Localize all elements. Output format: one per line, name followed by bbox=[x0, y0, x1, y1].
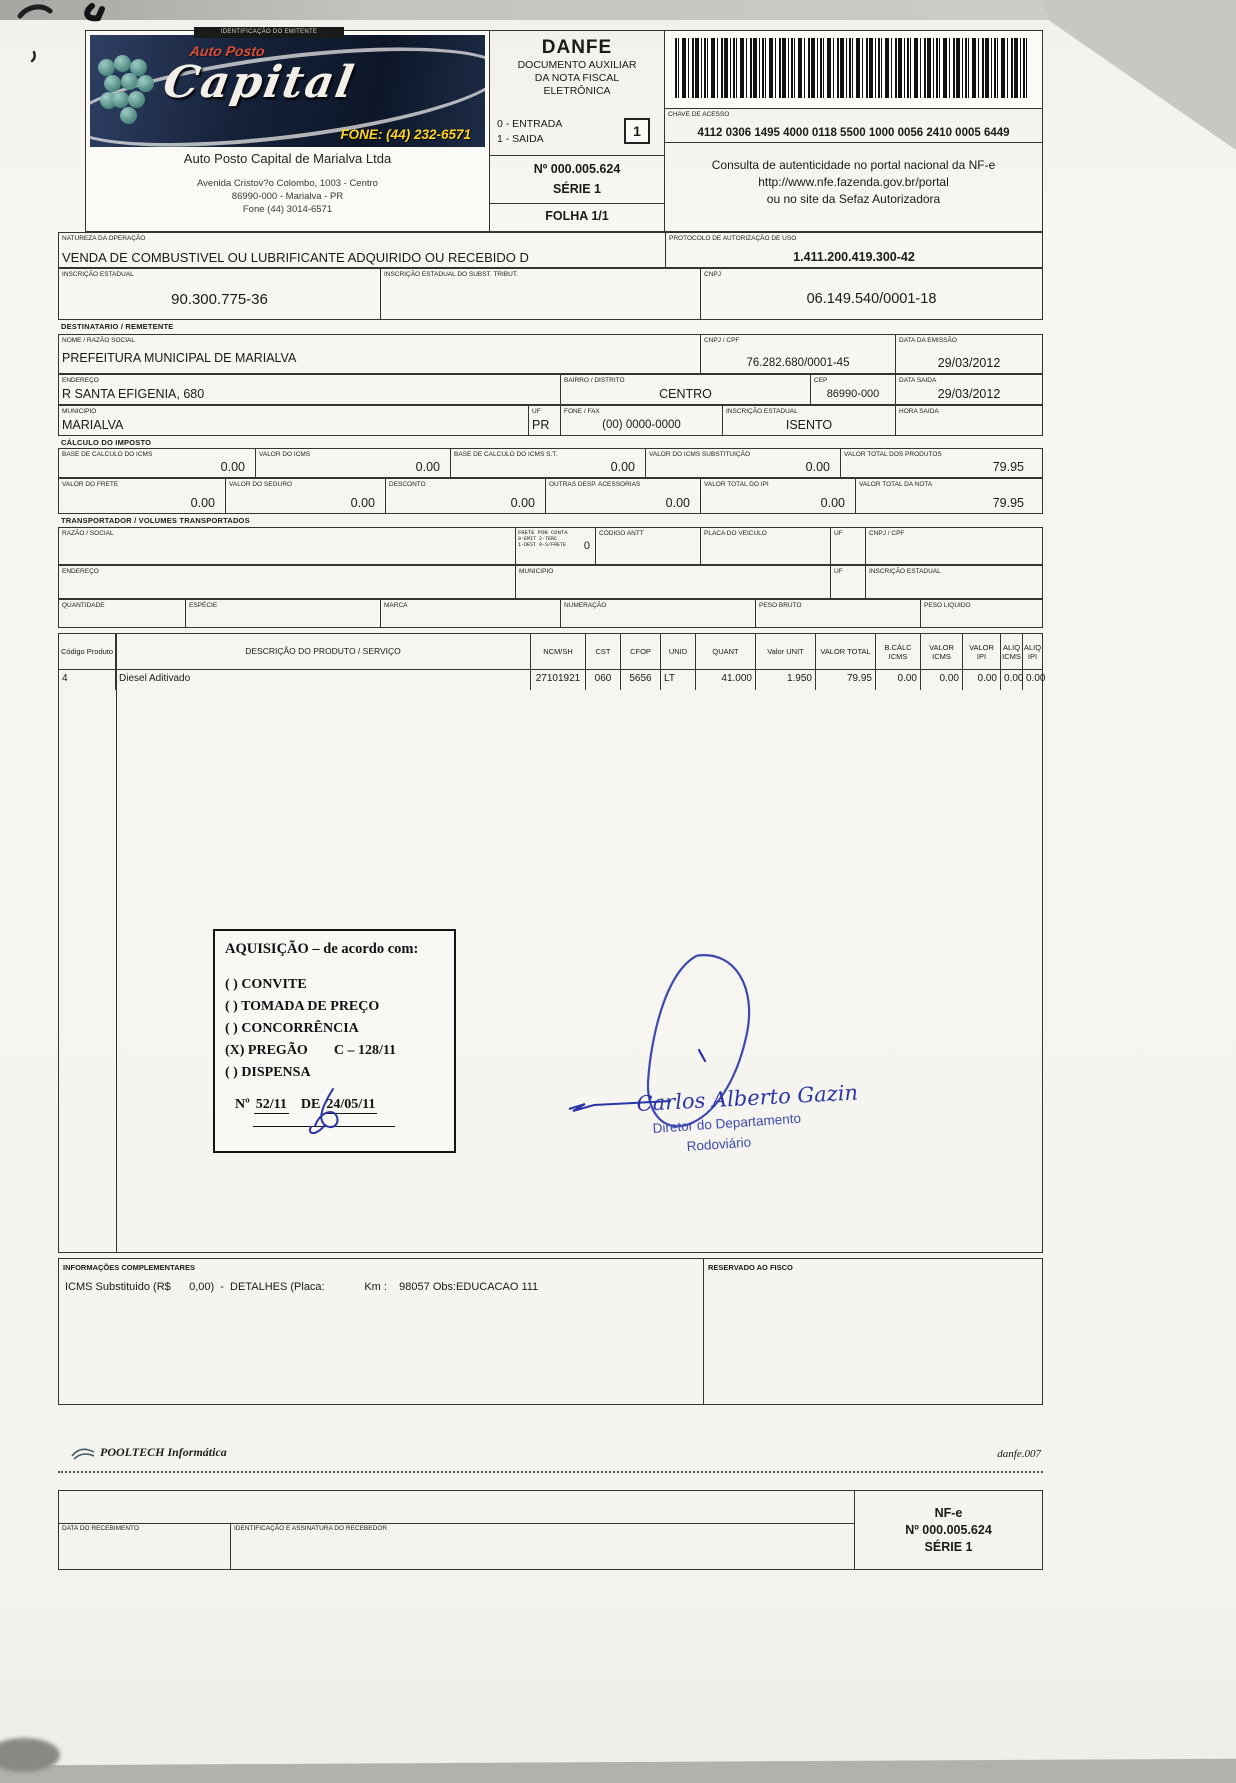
field-label: UF bbox=[834, 568, 843, 575]
field-transp-endereco bbox=[59, 566, 516, 598]
field-identificacao-recebedor bbox=[231, 1523, 854, 1569]
field-label: RESERVADO AO FISCO bbox=[708, 1263, 793, 1272]
entrada-label: 0 - ENTRADA bbox=[497, 118, 563, 130]
access-key-column bbox=[664, 30, 1043, 232]
signature-ink bbox=[559, 946, 859, 1176]
tear-line bbox=[58, 1470, 1043, 1473]
logo-phone-text: FONE: (44) 232-6571 bbox=[340, 127, 471, 142]
field-value: 0.00 bbox=[415, 460, 440, 474]
stub-nfe-series: SÉRIE 1 bbox=[924, 1540, 973, 1554]
nfe-series: SÉRIE 1 bbox=[553, 182, 601, 196]
field-transp-cnpj bbox=[866, 528, 1042, 564]
danfe-subtitle-line2: DA NOTA FISCAL bbox=[534, 72, 620, 84]
field-reservado-fisco bbox=[704, 1259, 1042, 1404]
entry-exit-row bbox=[497, 117, 658, 151]
logo-brand-text: Capital bbox=[159, 57, 360, 108]
access-key-label: CHAVE DE ACESSO bbox=[668, 111, 730, 118]
field-label: HORA SAIDA bbox=[899, 408, 939, 415]
field-value: 06.149.540/0001-18 bbox=[806, 291, 937, 307]
field-valor-total-ipi bbox=[701, 479, 856, 513]
num-value: 52/11 bbox=[255, 1097, 287, 1112]
field-value: 29/03/2012 bbox=[937, 387, 1001, 401]
field-value: 0.00 bbox=[220, 460, 245, 474]
field-base-icms bbox=[59, 449, 256, 477]
field-label: INSCRIÇÃO ESTADUAL bbox=[62, 271, 134, 278]
signature-name: Carlos Alberto Gazin bbox=[636, 1080, 859, 1116]
section-destinatario: DESTINATARIO / REMETENTE bbox=[61, 322, 174, 331]
field-label: CEP bbox=[814, 377, 828, 384]
field-inscricao-subst bbox=[381, 269, 701, 319]
signature-title-line1: Diretor do Departamento bbox=[652, 1110, 802, 1136]
field-data-recebimento bbox=[59, 1523, 231, 1569]
cell-valor-icms: 0.00 bbox=[921, 670, 963, 690]
field-numeracao bbox=[561, 600, 756, 627]
pregao-checked: (X) PREGÃO bbox=[225, 1043, 308, 1058]
destinatario-nome-row bbox=[58, 334, 1043, 374]
danfe-title: DANFE bbox=[541, 37, 613, 58]
field-protocolo-autorizacao bbox=[666, 233, 1042, 267]
stamp-option-tomada: ( ) TOMADA DE PREÇO bbox=[225, 999, 380, 1014]
authenticity-line3: ou no site da Sefaz Autorizadora bbox=[766, 192, 941, 206]
authenticity-line1: Consulta de autenticidade no portal nacional da NF-e bbox=[711, 158, 996, 172]
frete-options-line2: 1-DEST 9-S/FRETE bbox=[518, 542, 567, 548]
danfe-subtitle-line3: ELETRÔNICA bbox=[543, 85, 611, 97]
field-label: BASE DE CALCULO DO ICMS S.T. bbox=[454, 451, 558, 458]
field-natureza-operacao bbox=[59, 233, 666, 267]
emitter-box bbox=[85, 30, 490, 232]
field-label: MUNICIPIO bbox=[519, 568, 554, 575]
access-key-value: 4112 0306 1495 4000 0118 5500 1000 0056 2410 0005 6449 bbox=[697, 127, 1010, 139]
ink-scribble bbox=[300, 1087, 363, 1142]
danfe-template-ref: danfe.007 bbox=[997, 1448, 1041, 1460]
field-value: 0.00 bbox=[820, 496, 845, 510]
emitter-address-line2: 86990-000 - Marialva - PR bbox=[231, 191, 344, 202]
emitter-address-line1: Avenida Cristov?o Colombo, 1003 - Centro bbox=[197, 178, 378, 189]
imposto-row1 bbox=[58, 448, 1043, 478]
receipt-stub bbox=[58, 1490, 1043, 1570]
field-value: 29/03/2012 bbox=[937, 356, 1001, 370]
field-dest-inscricao bbox=[723, 406, 896, 435]
emitter-address-line3: Fone (44) 3014-6571 bbox=[242, 204, 333, 215]
field-label: QUANTIDADE bbox=[62, 602, 105, 609]
field-quantidade bbox=[59, 600, 186, 627]
field-value: ISENTO bbox=[785, 418, 833, 432]
field-transp-inscricao bbox=[866, 566, 1042, 598]
authenticity-url: http://www.nfe.fazenda.gov.br/portal bbox=[758, 175, 949, 189]
scanner-edge-bottom bbox=[0, 1756, 1236, 1783]
access-key-box bbox=[665, 109, 1042, 143]
cell-cst: 060 bbox=[586, 670, 621, 690]
field-data-saida bbox=[896, 375, 1042, 404]
field-value: ICMS Substituido (R$ 0,00) - DETALHES (Placa: Km : 98057 Obs:EDUCACAO 111 bbox=[65, 1281, 539, 1293]
col-ncm: NCM/SH bbox=[531, 634, 586, 669]
software-brand bbox=[70, 1445, 227, 1460]
field-label: VALOR TOTAL DO IPI bbox=[704, 481, 769, 488]
field-value: (00) 0000-0000 bbox=[602, 419, 681, 431]
products-table-header bbox=[59, 634, 1042, 670]
field-frete-por-conta bbox=[516, 528, 596, 564]
barcode-image bbox=[675, 38, 1030, 98]
field-label: VALOR DO FRETE bbox=[62, 481, 119, 488]
field-label: UF bbox=[834, 530, 843, 537]
field-label: FRETE POR CONTA bbox=[518, 529, 568, 536]
field-value: 0.00 bbox=[350, 496, 375, 510]
complementares-row bbox=[58, 1258, 1043, 1405]
field-label: VALOR TOTAL DOS PRODUTOS bbox=[844, 451, 942, 458]
cell-unid: LT bbox=[661, 670, 696, 690]
field-endereco bbox=[59, 375, 561, 404]
field-label: FONE / FAX bbox=[564, 408, 600, 415]
field-value: 0.00 bbox=[510, 496, 535, 510]
product-row bbox=[59, 670, 1046, 690]
field-label: INSCRIÇÃO ESTADUAL bbox=[869, 568, 941, 575]
col-cfop: CFOP bbox=[621, 634, 661, 669]
transportador-row1 bbox=[58, 527, 1043, 565]
field-label: DATA SAIDA bbox=[899, 377, 937, 384]
natureza-operacao-row bbox=[58, 232, 1043, 268]
field-label: CNPJ bbox=[704, 271, 721, 278]
field-value: 1.411.200.419.300-42 bbox=[793, 250, 915, 264]
emitter-logo bbox=[90, 35, 485, 147]
field-label: INSCRIÇÃO ESTADUAL DO SUBST. TRIBUT. bbox=[384, 271, 518, 278]
transportador-row3 bbox=[58, 599, 1043, 628]
field-label: MUNICIPIO bbox=[62, 408, 97, 415]
field-label: PROTOCOLO DE AUTORIZAÇÃO DE USO bbox=[669, 235, 797, 242]
software-brand-name: POOLTECH Informática bbox=[100, 1445, 227, 1459]
stamp-title: AQUISIÇÃO – de acordo com: bbox=[225, 941, 419, 957]
pooltech-logo-icon bbox=[70, 1446, 96, 1460]
field-nome-razao bbox=[59, 335, 701, 373]
de-value: 24/05/11 bbox=[326, 1097, 376, 1112]
num-label: Nº bbox=[235, 1097, 250, 1112]
field-value: R SANTA EFIGENIA, 680 bbox=[62, 387, 205, 401]
field-marca bbox=[381, 600, 561, 627]
products-table bbox=[58, 633, 1046, 1253]
saida-label: 1 - SAIDA bbox=[497, 133, 544, 145]
emitter-name: Auto Posto Capital de Marialva Ltda bbox=[183, 151, 392, 166]
footer-row bbox=[58, 1445, 1043, 1467]
frete-options-line1: 0-EMIT 2-TERC bbox=[518, 536, 558, 542]
authenticity-note bbox=[665, 143, 1042, 231]
field-valor-total-produtos bbox=[841, 449, 1042, 477]
field-base-icms-st bbox=[451, 449, 646, 477]
field-placa-veiculo bbox=[701, 528, 831, 564]
cell-quant: 41.000 bbox=[696, 670, 756, 690]
field-label: BAIRRO / DISTRITO bbox=[564, 377, 625, 384]
stamp-option-concorrencia: ( ) CONCORRÊNCIA bbox=[225, 1021, 359, 1036]
col-valor-ipi: VALOR IPI bbox=[963, 634, 1001, 669]
field-value: CENTRO bbox=[659, 387, 712, 401]
pregao-ref: C – 128/11 bbox=[333, 1043, 397, 1058]
field-label: IDENTIFICAÇÃO E ASSINATURA DO RECEBEDOR bbox=[234, 1525, 388, 1532]
barcode-box bbox=[665, 31, 1042, 109]
field-valor-frete bbox=[59, 479, 226, 513]
col-valor-unit: Valor UNIT bbox=[756, 634, 816, 669]
stamp-options bbox=[225, 974, 454, 1084]
danfe-subtitle-line1: DOCUMENTO AUXILIAR bbox=[517, 59, 637, 71]
codigo-column-line bbox=[116, 634, 117, 1252]
field-value: 79.95 bbox=[992, 496, 1024, 510]
field-label: BASE DE CALCULO DO ICMS bbox=[62, 451, 153, 458]
field-valor-icms bbox=[256, 449, 451, 477]
field-transp-uf2 bbox=[831, 566, 866, 598]
entry-exit-indicator: 1 bbox=[624, 118, 650, 144]
logo-autoposto-text: Auto Posto bbox=[188, 43, 266, 59]
field-value: 0.00 bbox=[665, 496, 690, 510]
field-value: 0.00 bbox=[805, 460, 830, 474]
field-label: DESCONTO bbox=[389, 481, 426, 488]
field-label: UF bbox=[532, 408, 541, 415]
stamp-option-convite: ( ) CONVITE bbox=[225, 977, 307, 992]
col-unid: UNID bbox=[661, 634, 696, 669]
stamp-option-dispensa: ( ) DISPENSA bbox=[225, 1065, 311, 1080]
field-value: PR bbox=[532, 418, 550, 432]
field-cnpj bbox=[701, 269, 1042, 319]
transportador-row2 bbox=[58, 565, 1043, 599]
col-aliq-ipi: ALIQ IPI bbox=[1023, 642, 1042, 661]
field-label: DATA DA EMISSÃO bbox=[899, 337, 957, 344]
emitter-id-label: IDENTIFICAÇÃO DO EMITENTE bbox=[194, 27, 344, 38]
field-value: MARIALVA bbox=[62, 418, 124, 432]
cell-descricao: Diesel Aditivado bbox=[116, 670, 531, 690]
field-label: RAZÃO / SOCIAL bbox=[62, 530, 114, 537]
invoice-header bbox=[58, 30, 1043, 232]
field-value: 76.282.680/0001-45 bbox=[746, 357, 850, 369]
section-calculo-imposto: CÁLCULO DO IMPOSTO bbox=[61, 438, 152, 447]
field-label: ESPÉCIE bbox=[189, 602, 218, 609]
field-fone-fax bbox=[561, 406, 723, 435]
cell-valor-ipi: 0.00 bbox=[963, 670, 1001, 690]
field-codigo-antt bbox=[596, 528, 701, 564]
field-label: OUTRAS DESP. ACESSORIAS bbox=[549, 481, 641, 488]
field-peso-bruto bbox=[756, 600, 921, 627]
field-label: VALOR DO SEGURO bbox=[229, 481, 293, 488]
field-label: NUMERAÇÃO bbox=[564, 602, 607, 609]
col-quant: QUANT bbox=[696, 634, 756, 669]
field-data-emissao bbox=[896, 335, 1042, 373]
col-codigo: Código Produto bbox=[59, 634, 116, 669]
field-value: 86990-000 bbox=[826, 388, 880, 400]
field-label: ENDEREÇO bbox=[62, 568, 99, 575]
stub-nfe-number: Nº 000.005.624 bbox=[905, 1523, 992, 1537]
field-label: CNPJ / CPF bbox=[704, 337, 740, 344]
field-dest-cnpj bbox=[701, 335, 896, 373]
cell-aliq-icms: 0.00 bbox=[1001, 670, 1023, 690]
field-inscricao-estadual bbox=[59, 269, 381, 319]
danfe-number-block bbox=[490, 155, 664, 231]
field-especie bbox=[186, 600, 381, 627]
field-valor-icms-subst bbox=[646, 449, 841, 477]
field-cep bbox=[811, 375, 896, 404]
field-informacoes-complementares bbox=[59, 1259, 704, 1404]
field-hora-saida bbox=[896, 406, 1042, 435]
field-value: 0.00 bbox=[190, 496, 215, 510]
field-uf bbox=[529, 406, 561, 435]
field-desconto bbox=[386, 479, 546, 513]
field-label: PESO LIQUIDO bbox=[924, 602, 971, 609]
signature-title-line2: Rodoviário bbox=[686, 1134, 752, 1154]
field-outras-despesas bbox=[546, 479, 701, 513]
section-transportador: TRANSPORTADOR / VOLUMES TRANSPORTADOS bbox=[61, 516, 250, 525]
field-transp-uf bbox=[831, 528, 866, 564]
cell-ncm: 27101921 bbox=[531, 670, 586, 690]
field-label: ENDEREÇO bbox=[62, 377, 99, 384]
field-value: 0.00 bbox=[610, 460, 635, 474]
field-label: VALOR DO ICMS SUBSTITUIÇÃO bbox=[649, 451, 751, 458]
field-label: VALOR DO ICMS bbox=[259, 451, 311, 458]
field-value: 79.95 bbox=[992, 460, 1024, 474]
col-aliq-icms: ALIQ ICMS bbox=[1001, 634, 1023, 669]
col-valor-total: VALOR TOTAL bbox=[816, 634, 876, 669]
field-label: MARCA bbox=[384, 602, 408, 609]
destinatario-endereco-row bbox=[58, 374, 1043, 405]
field-peso-liquido bbox=[921, 600, 1042, 627]
field-value: PREFEITURA MUNICIPAL DE MARIALVA bbox=[62, 351, 297, 365]
field-label: CÓDIGO ANTT bbox=[599, 530, 644, 537]
field-label: CNPJ / CPF bbox=[869, 530, 905, 537]
field-valor-total-nota bbox=[856, 479, 1042, 513]
col-cst: CST bbox=[586, 634, 621, 669]
acquisition-stamp bbox=[213, 929, 456, 1153]
cell-valor-total: 79.95 bbox=[816, 670, 876, 690]
cell-bcalc-icms: 0.00 bbox=[876, 670, 921, 690]
field-label: INFORMAÇÕES COMPLEMENTARES bbox=[63, 1263, 195, 1272]
field-bairro bbox=[561, 375, 811, 404]
nfe-number: Nº 000.005.624 bbox=[533, 162, 621, 176]
field-value: 90.300.775-36 bbox=[171, 291, 268, 308]
col-descricao: DESCRIÇÃO DO PRODUTO / SERVIÇO bbox=[116, 634, 531, 669]
danfe-document bbox=[58, 29, 1046, 1575]
de-label: DE bbox=[300, 1097, 321, 1112]
field-label: DATA DO RECEBIMENTO bbox=[62, 1525, 139, 1532]
danfe-box bbox=[489, 30, 665, 232]
field-value: VENDA DE COMBUSTIVEL OU LUBRIFICANTE ADQUIRIDO OU RECEBIDO D bbox=[62, 250, 529, 265]
imposto-row2 bbox=[58, 478, 1043, 514]
col-bcalc-icms: B.CÁLC ICMS bbox=[876, 634, 921, 669]
field-label: NOME / RAZÃO SOCIAL bbox=[62, 337, 135, 344]
field-transp-razao bbox=[59, 528, 516, 564]
cell-cfop: 5656 bbox=[621, 670, 661, 690]
field-label: INSCRIÇÃO ESTADUAL bbox=[726, 408, 798, 415]
nfe-sheet: FOLHA 1/1 bbox=[490, 203, 664, 223]
field-label: PESO BRUTO bbox=[759, 602, 802, 609]
stub-nfe-box bbox=[854, 1491, 1042, 1569]
field-transp-municipio bbox=[516, 566, 831, 598]
field-label: NATUREZA DA OPERAÇÃO bbox=[62, 235, 146, 242]
col-valor-icms: VALOR ICMS bbox=[921, 634, 963, 669]
stamp-option-pregao bbox=[225, 1040, 454, 1062]
field-valor-seguro bbox=[226, 479, 386, 513]
cell-codigo: 4 bbox=[59, 670, 116, 690]
field-label: PLACA DO VEICULO bbox=[704, 530, 767, 537]
field-value: 0 bbox=[583, 540, 590, 552]
inscricao-row bbox=[58, 268, 1043, 320]
cell-aliq-ipi: 0.00 bbox=[1026, 673, 1046, 684]
destinatario-municipio-row bbox=[58, 405, 1043, 436]
field-label: VALOR TOTAL DA NOTA bbox=[859, 481, 933, 488]
cell-valor-unit: 1.950 bbox=[756, 670, 816, 690]
scanner-edge-topright bbox=[1042, 0, 1236, 150]
stub-nfe-title: NF-e bbox=[934, 1506, 963, 1520]
field-municipio bbox=[59, 406, 529, 435]
